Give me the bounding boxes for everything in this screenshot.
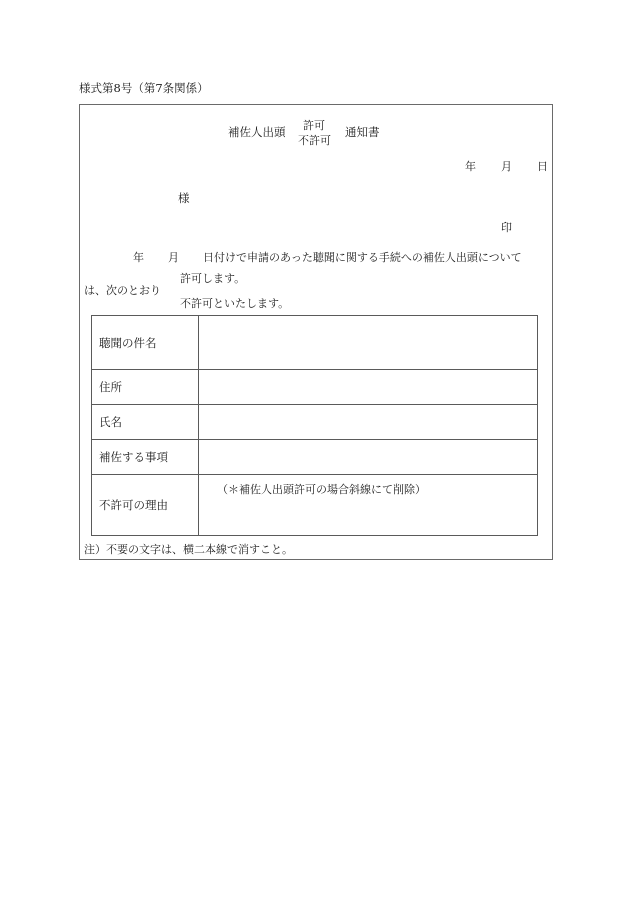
row-value-assisted-matters: [199, 440, 538, 475]
body-option-deny: 不許可といたします。: [180, 297, 290, 310]
form-number-label: 様式第8号（第7条関係）: [79, 81, 209, 95]
row-value-address: [199, 370, 538, 405]
footer-note: 注）不要の文字は、横二本線で消すこと。: [84, 543, 293, 556]
row-label-name: 氏名: [92, 405, 199, 440]
date-month-label: 月: [501, 160, 512, 173]
addressee-honorific: 様: [178, 191, 190, 205]
table-row: [92, 475, 538, 536]
table-row: [92, 370, 538, 405]
row-value-denial-reason: [199, 475, 538, 536]
body-month-label: 月: [168, 251, 179, 264]
table-row: [92, 440, 538, 475]
row-label-denial-reason: 不許可の理由: [92, 475, 199, 536]
date-year-label: 年: [465, 160, 476, 173]
seal-mark: 印: [501, 221, 512, 234]
row-value-hearing-subject: [199, 316, 538, 370]
body-text: 日付けで申請のあった聴聞に関する手続への補佐人出頭について: [203, 251, 522, 264]
title-option-permit: 許可: [303, 119, 325, 132]
title-option-deny: 不許可: [298, 134, 331, 147]
denial-reason-note: （＊補佐人出頭許可の場合斜線にて削除）: [217, 483, 426, 496]
table-row: [92, 405, 538, 440]
body-text-continuation: は、次のとおり: [84, 284, 161, 297]
title-main: 補佐人出頭: [228, 125, 286, 139]
table-row: [92, 316, 538, 370]
title-tail: 通知書: [345, 125, 380, 139]
row-label-assisted-matters: 補佐する事項: [92, 440, 199, 475]
date-day-label: 日: [537, 160, 548, 173]
body-option-permit: 許可します。: [180, 272, 246, 285]
row-value-name: [199, 405, 538, 440]
row-label-address: 住所: [92, 370, 199, 405]
info-table: [91, 315, 538, 536]
row-label-hearing-subject: 聴聞の件名: [92, 316, 199, 370]
body-year-label: 年: [133, 251, 144, 264]
